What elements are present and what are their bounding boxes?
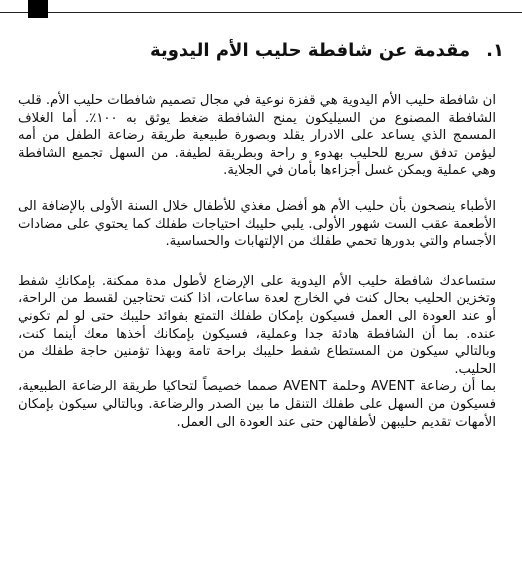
paragraph-doctors: الأطباء ينصحون بأن حليب الأم هو أفضل مغذي للأطفال خلال السنة الأولى بالإضافة الى الأطعمة عقب الست شهور الأولى. يلبي حليبك احتياجات طفلك كما يحتوي على مضادات الأجسام والتي بدورها تحمي طفلك من الإلتهابات والحساسية. <box>18 198 496 250</box>
section-heading <box>104 40 504 61</box>
paragraph-avent: بما أن رضاعة AVENT وحلمة AVENT صمما خصيصاً لتحاكيا طريقة الرضاعة الطبيعية، فسيكون من السهل على طفلك التنقل ما بين الصدر والرضاعة. وبالتالي سيكون بإمكان الأمهات تقديم حليبهن لأطفالهن حتى عند العودة الى العمل. <box>18 379 496 430</box>
paragraph-benefits: ستساعدك شافطة حليب الأم اليدوية على الإرضاع لأطول مدة ممكنة. بإمكانكِ شفط وتخزين الحليب بحال كنت في الخارج لعدة ساعات، اذا كنت تحتاجين لقسط من الراحة، أو عند العودة الى العمل فسيكون بإمكان طفلك التمتع بفوائد حليبك حتى لو لم تكوني عنده. بما أن الشافطة هادئة جدا وعملية، فسيكون بإمكانك أخذها معك أينما كنت، وبالتالي سيكون من المستطاع شفط حليبك براحة تامة وبهذا تؤمنين حاجة طفلك من الحليب. <box>18 273 496 377</box>
top-rule <box>0 12 522 13</box>
section-title: مقدمة عن شافطة حليب الأم اليدوية <box>150 40 471 61</box>
header-tab-marker <box>28 0 48 18</box>
paragraph-intro: ان شافطة حليب الأم اليدوية هي قفزة نوعية في مجال تصميم شافطات حليب الأم. قلب الشافطة المصنوع من السيليكون يمنح الشافطة ضغط يوثق به ١٠٠٪. أما الغلاف المسمج الذي يساعد على الادرار يقلد وبصورة طبيعية طريقة رضاعة الطفل من أمه ليؤمن تدفق سريع للحليب بهدوء و راحة وبطريقة لطيفة. من السهل تجميع الشافطة وهي عملية ويمكن غسل أجزاءها بأمان في الجلاية. <box>18 93 496 179</box>
body-text <box>18 92 496 431</box>
section-number: ١. <box>486 40 504 61</box>
